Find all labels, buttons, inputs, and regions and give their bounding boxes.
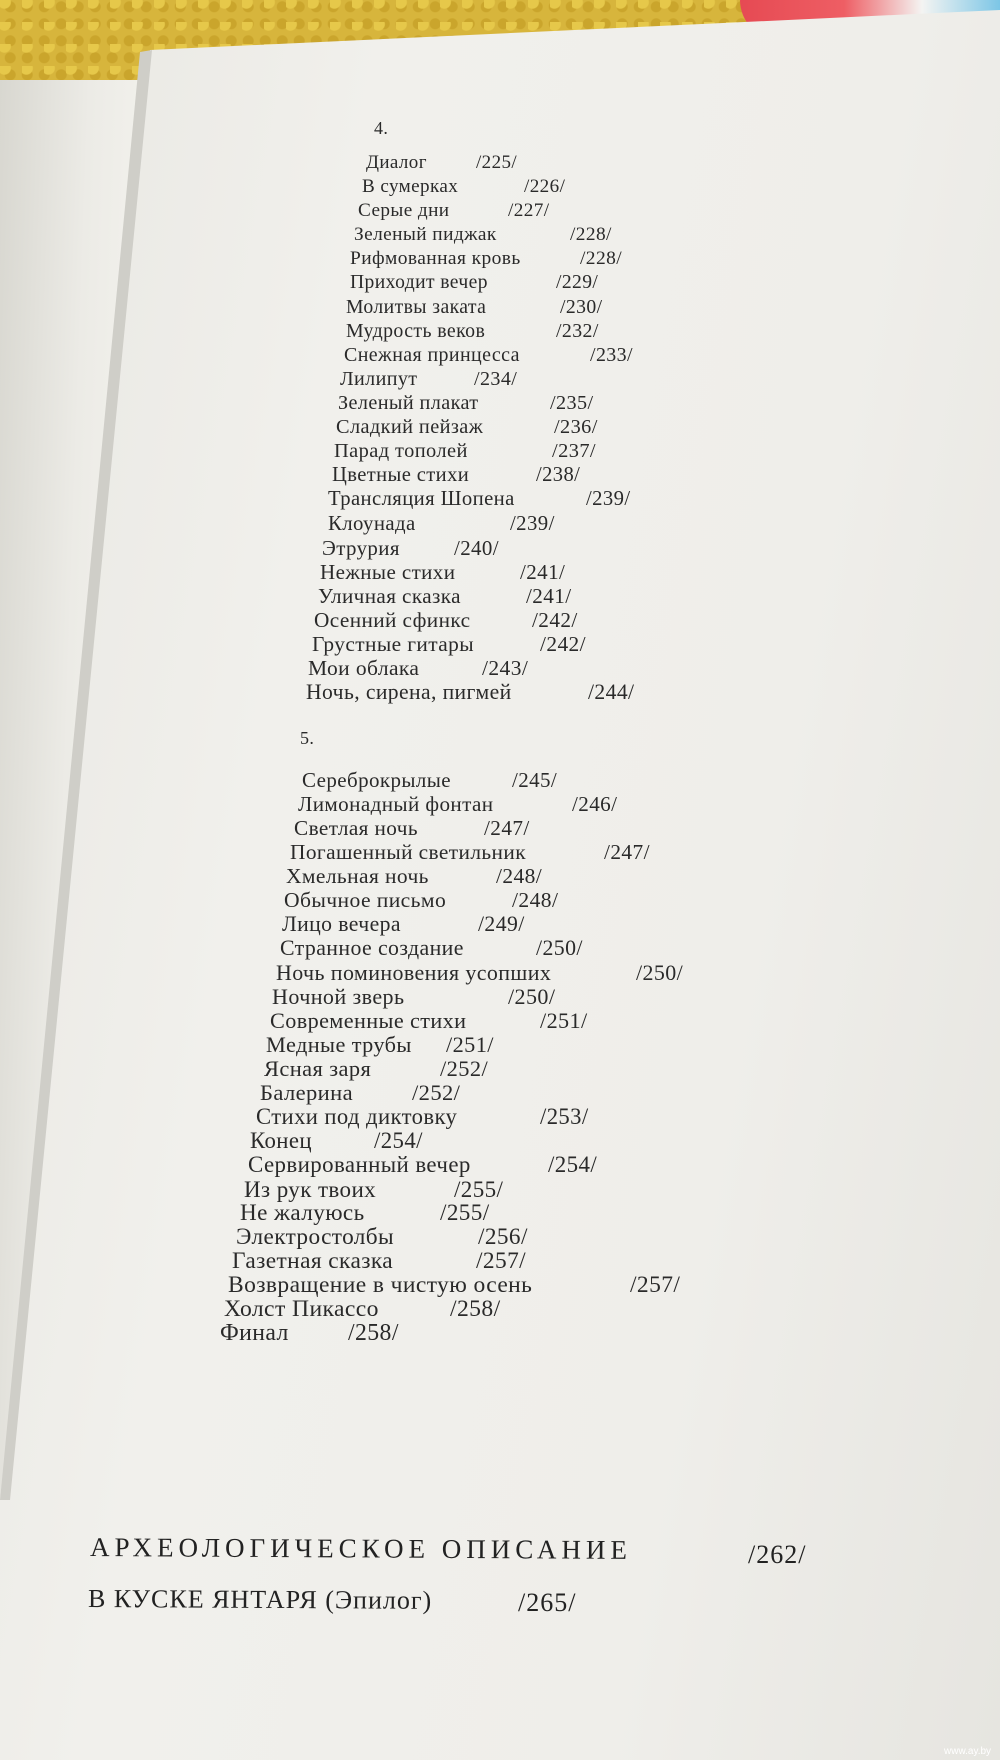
final-section-title: В КУСКЕ ЯНТАРЯ (Эпилог) [87, 1584, 433, 1615]
toc-entry-page: /258/ [348, 1320, 399, 1346]
toc-entry-page: /227/ [508, 200, 550, 221]
toc-entry-page: /256/ [478, 1224, 528, 1250]
toc-entry-page: /232/ [556, 320, 599, 342]
toc-entry-title: Цветные стихи [332, 464, 470, 486]
toc-entry-page: /251/ [446, 1032, 494, 1057]
toc-entry-title: Стихи под диктовку [256, 1104, 458, 1129]
toc-entry-title: Уличная сказка [318, 584, 461, 608]
toc-entry-page: /241/ [520, 560, 566, 584]
toc-entry-page: /242/ [532, 608, 578, 632]
toc-entry-title: Этрурия [322, 536, 400, 560]
final-section-title: АРХЕОЛОГИЧЕСКОЕ ОПИСАНИЕ [89, 1532, 633, 1565]
toc-entry-page: /257/ [630, 1272, 681, 1298]
toc-entry-page: /237/ [552, 440, 597, 462]
toc-entry-title: Грустные гитары [312, 632, 475, 656]
toc-entry-page: /250/ [636, 960, 684, 985]
toc-entry-page: /226/ [524, 176, 566, 197]
toc-entry-page: /251/ [540, 1008, 588, 1033]
toc-entry-title: Снежная принцесса [344, 344, 520, 366]
toc-entry-title: Сладкий пейзаж [336, 416, 484, 438]
toc-entry-title: Из рук твоих [244, 1176, 377, 1202]
toc-entry-title: Лицо вечера [282, 912, 401, 936]
toc-entry-title: Погашенный светильник [290, 840, 526, 864]
toc-entry-page: /235/ [550, 392, 594, 414]
toc-entry-title: Трансляция Шопена [328, 488, 515, 510]
toc-entry-page: /248/ [512, 888, 559, 912]
toc-entry-page: /239/ [586, 488, 631, 510]
toc-entry-title: Мои облака [308, 656, 420, 680]
toc-entry-page: /247/ [604, 840, 650, 864]
toc-entry-page: /245/ [512, 768, 558, 792]
toc-entry-title: Сервированный вечер [248, 1152, 471, 1177]
toc-entry-title: Приходит вечер [350, 272, 488, 293]
toc-entry-page: /244/ [588, 680, 635, 704]
toc-entry-title: Осенний сфинкс [314, 608, 471, 632]
toc-entry-page: /234/ [474, 368, 518, 390]
toc-entry-page: /249/ [478, 912, 525, 936]
toc-entry-page: /236/ [554, 416, 598, 438]
toc-entry-page: /230/ [560, 296, 603, 318]
toc-entry-page: /240/ [454, 536, 499, 560]
toc-entry-page: /243/ [482, 656, 529, 680]
toc-entry-title: Серые дни [358, 200, 450, 221]
toc-entry-title: Хмельная ночь [286, 864, 429, 888]
toc-entry-page: /247/ [484, 816, 530, 840]
toc-entry-title: Возвращение в чистую осень [228, 1272, 533, 1298]
section-5-label: 5. [300, 728, 315, 748]
toc-entry-page: /239/ [510, 512, 555, 535]
toc-entry-title: Странное создание [280, 936, 464, 960]
toc-entry-title: Ночь поминовения усопших [276, 960, 552, 985]
toc-entry-title: Ночь, сирена, пигмей [306, 680, 512, 704]
toc-entry-page: /254/ [374, 1128, 423, 1153]
toc-entry-page: /253/ [540, 1104, 589, 1129]
toc-entry-title: Ночной зверь [272, 984, 405, 1009]
final-section-amber [88, 1584, 432, 1616]
toc-entry-page: /255/ [440, 1200, 490, 1226]
toc-entry-title: Зеленый пиджак [354, 224, 497, 245]
toc-entry-title: Электростолбы [236, 1224, 395, 1250]
toc-entry-page: /238/ [536, 464, 581, 486]
toc-entry-title: Мудрость веков [346, 320, 486, 342]
toc-entry-title: Диалог [366, 152, 427, 173]
toc-entry-page: /255/ [454, 1176, 504, 1202]
toc-entry-title: Балерина [260, 1080, 354, 1105]
toc-entry-title: Газетная сказка [232, 1248, 394, 1274]
toc-entry-title: Нежные стихи [320, 560, 456, 584]
toc-entry-title: Современные стихи [270, 1008, 467, 1033]
toc-entry-title: Не жалуюсь [240, 1200, 365, 1226]
toc-entry-title: Холст Пикассо [224, 1296, 379, 1322]
toc-entry-page: /248/ [496, 864, 543, 888]
toc-entry-title: Клоунада [328, 512, 416, 535]
toc-entry-page: /254/ [548, 1152, 598, 1177]
toc-entry-title: Зеленый плакат [338, 392, 479, 414]
toc-entry-title: Рифмованная кровь [350, 248, 521, 269]
final-section-page: /262/ [748, 1540, 807, 1569]
toc-entry-page: /257/ [476, 1248, 527, 1274]
toc-entry-title: Лилипут [340, 368, 418, 390]
toc-entry-page: /225/ [476, 152, 518, 173]
toc-entry-page: /241/ [526, 584, 572, 608]
final-section-page: /265/ [518, 1588, 577, 1617]
section-4-label: 4. [374, 118, 389, 138]
final-section-archaeology [90, 1532, 632, 1566]
toc-entry-page: /250/ [508, 984, 556, 1009]
toc-entry-title: Светлая ночь [294, 816, 418, 840]
toc-entry-title: Молитвы заката [346, 296, 487, 318]
toc-entry-page: /229/ [556, 272, 599, 293]
toc-entry-title: Сереброкрылые [302, 768, 452, 792]
toc-entry-title: Парад тополей [334, 440, 468, 462]
toc-entry-title: В сумерках [362, 176, 459, 197]
toc-entry-page: /250/ [536, 936, 583, 960]
toc-entry-title: Обычное письмо [284, 888, 447, 912]
toc-entry-page: /258/ [450, 1296, 501, 1322]
toc-entry-page: /242/ [540, 632, 586, 656]
watermark: www.ay.by [944, 1746, 992, 1757]
toc-entry-page: /228/ [580, 248, 623, 269]
toc-entry-title: Финал [220, 1320, 289, 1346]
toc-entry-page: /228/ [570, 224, 612, 245]
toc-entry-title: Лимонадный фонтан [298, 792, 494, 816]
toc-entry-page: /252/ [412, 1080, 461, 1105]
toc-entry-page: /252/ [440, 1056, 489, 1081]
toc-entry-page: /246/ [572, 792, 618, 816]
toc-entry-title: Ясная заря [264, 1056, 372, 1081]
toc-entry-title: Медные трубы [266, 1032, 412, 1057]
toc-entry-page: /233/ [590, 344, 633, 366]
toc-entry-title: Конец [250, 1128, 312, 1153]
